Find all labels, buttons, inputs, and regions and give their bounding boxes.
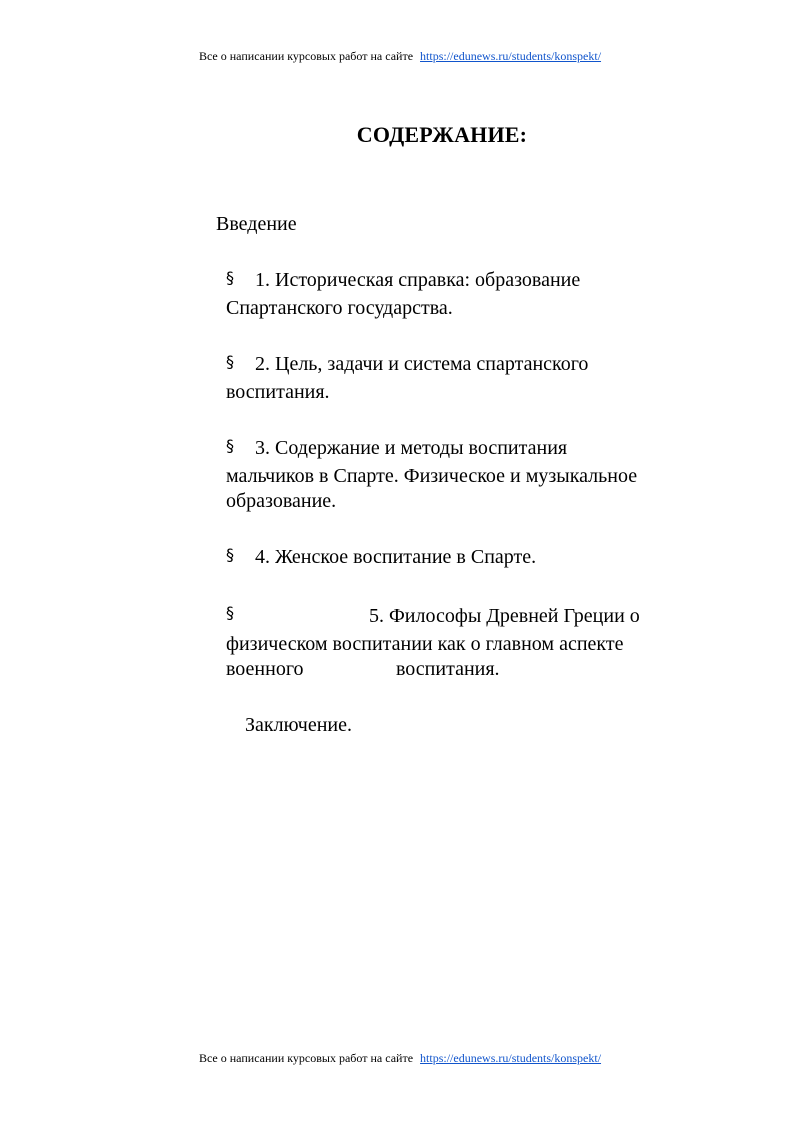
footer-link[interactable]: https://edunews.ru/students/konspekt/ [420,1051,602,1065]
toc-item-5-line3a: военного [226,658,304,680]
page-footer [0,1051,800,1066]
toc-item-3-line2: мальчиков в Спарте. Физическое и музыкальное [226,465,638,487]
section-sign-icon: § [226,352,234,371]
toc-item-5-line2: физическом воспитании как о главном аспекте [226,633,624,655]
toc-item-2-line2: воспитания. [226,381,330,403]
toc-item-4-line1: 4. Женское воспитание в Спарте. [255,546,537,568]
toc-item-5-line3b: воспитания. [396,658,500,680]
toc-item-3-line3: образование. [226,490,337,512]
header-text: Все о написании курсовых работ на сайте [198,49,414,63]
section-sign-icon: § [226,436,234,455]
toc-item-1-line1: 1. Историческая справка: образование [255,269,581,291]
header-link[interactable]: https://edunews.ru/students/konspekt/ [420,49,602,63]
page-title: СОДЕРЖАНИЕ: [356,122,528,147]
footer-text: Все о написании курсовых работ на сайте [198,1051,414,1065]
toc-item-5-line1: 5. Философы Древней Греции о [369,605,640,627]
section-sign-icon: § [226,603,234,622]
toc-item-conclusion: Заключение. [245,714,352,736]
toc-item-intro: Введение [216,213,297,235]
section-sign-icon: § [226,545,234,564]
section-sign-icon: § [226,268,234,287]
toc-item-2-line1: 2. Цель, задачи и система спартанского [255,353,589,375]
toc-item-1-line2: Спартанского государства. [226,297,453,319]
toc-item-3-line1: 3. Содержание и методы воспитания [255,437,568,459]
page-header [0,49,800,64]
